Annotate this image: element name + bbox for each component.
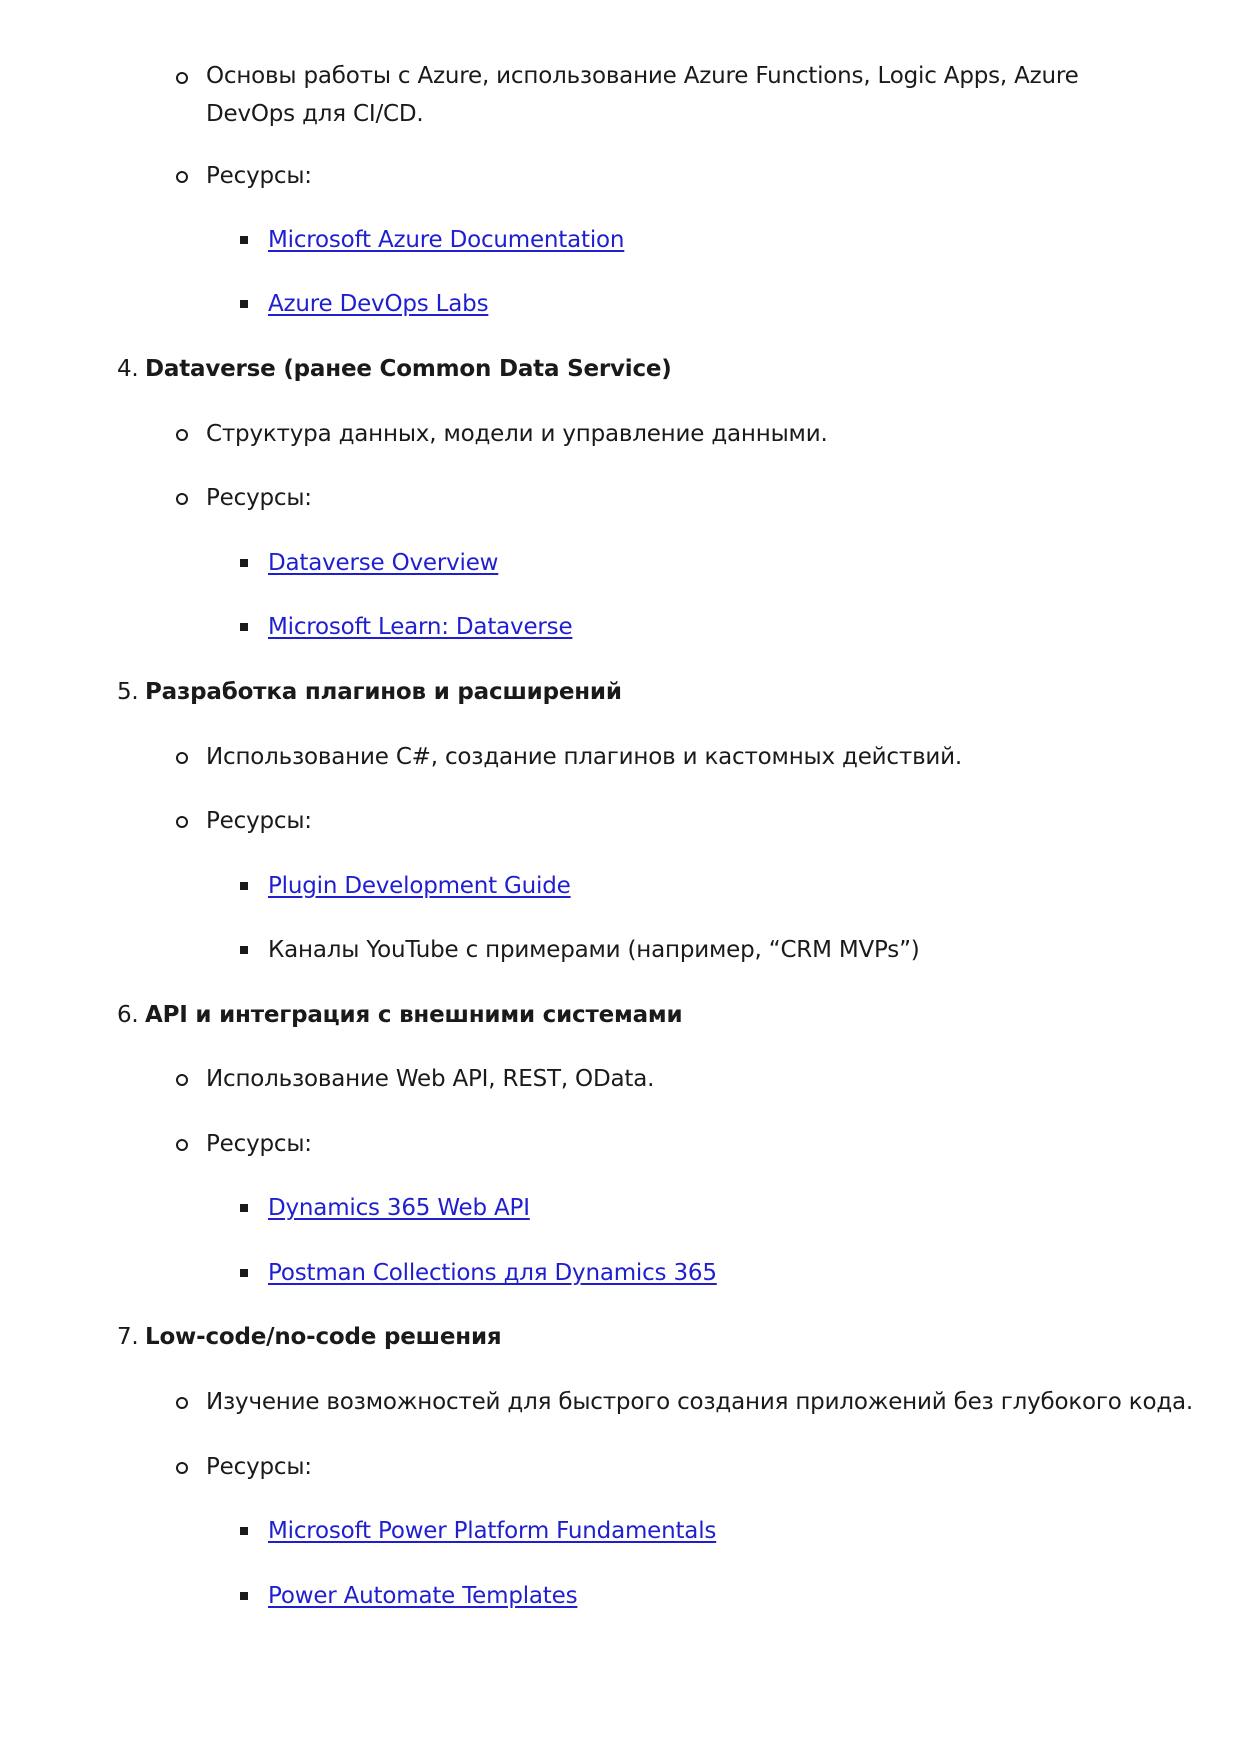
resources-label: Ресурсы: (206, 808, 312, 834)
resources-label: Ресурсы: (206, 485, 312, 511)
list-item (268, 1511, 716, 1551)
circle-bullet-icon (176, 816, 188, 828)
circle-bullet-icon (176, 171, 188, 183)
item-text: Использование Web API, REST, OData. (206, 1066, 655, 1092)
resource-link[interactable]: Azure DevOps Labs (268, 291, 489, 317)
section-number: 5. (117, 679, 139, 705)
square-bullet-icon (240, 946, 248, 954)
square-bullet-icon (240, 559, 248, 567)
list-item (206, 414, 828, 454)
section-title: Low-code/no-code решения (145, 1324, 502, 1350)
resource-link[interactable]: Power Automate Templates (268, 1583, 578, 1609)
list-item (268, 607, 572, 647)
circle-bullet-icon (176, 1397, 188, 1409)
circle-bullet-icon (176, 429, 188, 441)
circle-bullet-icon (176, 72, 188, 84)
resources-label: Ресурсы: (206, 1131, 312, 1157)
section-title: Разработка плагинов и расширений (145, 679, 622, 705)
item-text: Структура данных, модели и управление данными. (206, 421, 828, 447)
resource-link[interactable]: Postman Collections для Dynamics 365 (268, 1260, 717, 1286)
circle-bullet-icon (176, 1074, 188, 1086)
resource-link[interactable]: Microsoft Learn: Dataverse (268, 614, 573, 640)
section-heading (118, 995, 682, 1035)
list-item (206, 1447, 312, 1487)
square-bullet-icon (240, 1269, 248, 1277)
list-item (268, 543, 498, 583)
section-heading (118, 672, 622, 712)
resource-link[interactable]: Microsoft Azure Documentation (268, 227, 625, 253)
resource-text: Каналы YouTube с примерами (например, “CRM MVPs”) (268, 937, 920, 963)
list-item (268, 1253, 717, 1293)
item-text: Изучение возможностей для быстрого создания приложений без глубокого кода. (206, 1389, 1194, 1415)
square-bullet-icon (240, 1592, 248, 1600)
section-heading (118, 1317, 501, 1357)
section-title: API и интеграция с внешними системами (145, 1002, 683, 1028)
section-title: Dataverse (ранее Common Data Service) (145, 356, 672, 382)
resources-label: Ресурсы: (206, 163, 312, 189)
section-number: 4. (117, 356, 139, 382)
list-item (206, 1382, 1193, 1422)
list-item (206, 156, 312, 196)
resource-link[interactable]: Microsoft Power Platform Fundamentals (268, 1518, 717, 1544)
list-item (268, 1188, 530, 1228)
circle-bullet-icon (176, 493, 188, 505)
section-heading (118, 349, 672, 389)
item-text: Использование C#, создание плагинов и кастомных действий. (206, 744, 963, 770)
resource-link[interactable]: Plugin Development Guide (268, 873, 571, 899)
resource-link[interactable]: Dataverse Overview (268, 550, 499, 576)
square-bullet-icon (240, 1204, 248, 1212)
list-item (268, 220, 624, 260)
list-item (206, 478, 312, 518)
square-bullet-icon (240, 236, 248, 244)
square-bullet-icon (240, 1527, 248, 1535)
resource-link[interactable]: Dynamics 365 Web API (268, 1195, 530, 1221)
list-item (268, 930, 920, 970)
resources-label: Ресурсы: (206, 1454, 312, 1480)
list-item (206, 737, 962, 777)
item-text: Основы работы с Azure, использование Azure Functions, Logic Apps, Azure DevOps для CI/CD. (206, 63, 1079, 127)
section-number: 6. (117, 1002, 139, 1028)
list-item (268, 866, 571, 906)
list-item (206, 1124, 312, 1164)
list-item (206, 57, 1166, 133)
circle-bullet-icon (176, 1462, 188, 1474)
list-item (268, 1576, 577, 1616)
circle-bullet-icon (176, 1139, 188, 1151)
square-bullet-icon (240, 300, 248, 308)
list-item (206, 1059, 654, 1099)
list-item (268, 284, 488, 324)
circle-bullet-icon (176, 752, 188, 764)
list-item (206, 801, 312, 841)
square-bullet-icon (240, 623, 248, 631)
section-number: 7. (117, 1324, 139, 1350)
square-bullet-icon (240, 882, 248, 890)
